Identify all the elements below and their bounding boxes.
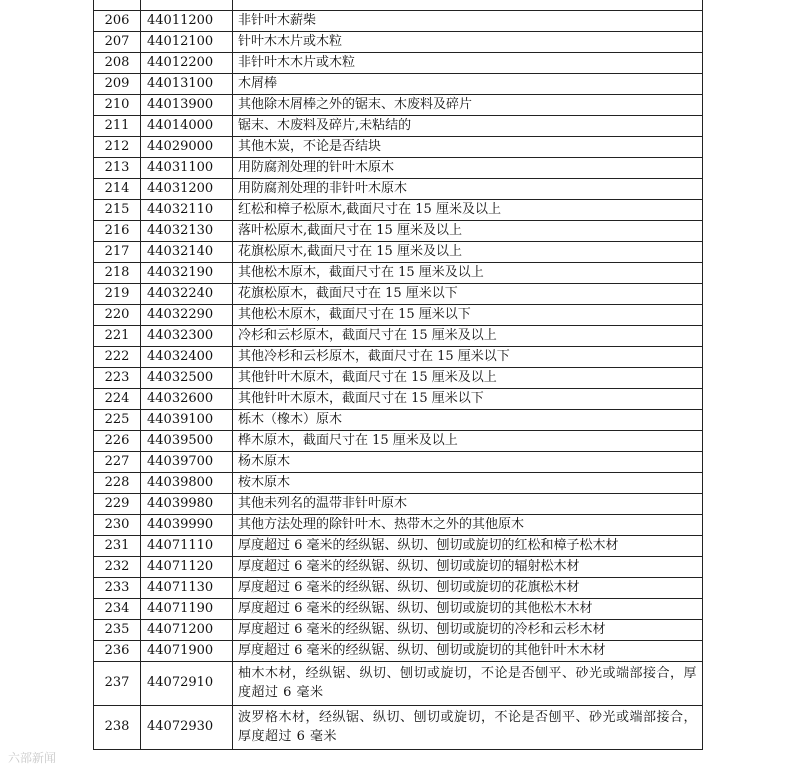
product-name-cell: 其他除木屑棒之外的锯末、木废料及碎片 <box>233 94 703 115</box>
table-row <box>94 388 703 409</box>
hs-code-cell: 44032500 <box>141 367 233 388</box>
hs-code-cell: 44071110 <box>141 535 233 556</box>
product-name-cell: 桦木原木，截面尺寸在 15 厘米及以上 <box>233 430 703 451</box>
hs-code-cell: 44032300 <box>141 325 233 346</box>
row-number-cell: 234 <box>94 598 141 619</box>
hs-code-cell: 44071900 <box>141 640 233 661</box>
row-number-cell: 219 <box>94 283 141 304</box>
hs-code-cell <box>141 0 233 10</box>
table-row <box>94 619 703 640</box>
product-name-cell: 木屑棒 <box>233 73 703 94</box>
hs-code-cell: 44039800 <box>141 472 233 493</box>
row-number-cell: 210 <box>94 94 141 115</box>
hs-code-cell: 44032290 <box>141 304 233 325</box>
table-row <box>94 493 703 514</box>
product-name-cell: 杨木原木 <box>233 451 703 472</box>
tariff-code-table <box>93 0 703 750</box>
table-row <box>94 220 703 241</box>
product-name-cell: 厚度超过 6 毫米的经纵锯、纵切、刨切或旋切的其他针叶木木材 <box>233 640 703 661</box>
row-number-cell <box>94 0 141 10</box>
product-name-cell: 其他未列名的温带非针叶原木 <box>233 493 703 514</box>
table-row <box>94 535 703 556</box>
hs-code-cell: 44039100 <box>141 409 233 430</box>
row-number-cell: 223 <box>94 367 141 388</box>
table-row <box>94 0 703 10</box>
hs-code-cell: 44031100 <box>141 157 233 178</box>
table-row <box>94 661 703 705</box>
hs-code-cell: 44032240 <box>141 283 233 304</box>
product-name-cell: 其他针叶木原木，截面尺寸在 15 厘米及以上 <box>233 367 703 388</box>
row-number-cell: 218 <box>94 262 141 283</box>
product-name-cell: 针叶木木片或木粒 <box>233 31 703 52</box>
row-number-cell: 236 <box>94 640 141 661</box>
hs-code-cell: 44032140 <box>141 241 233 262</box>
table-row <box>94 10 703 31</box>
table-row <box>94 199 703 220</box>
product-name-cell: 用防腐剂处理的非针叶木原木 <box>233 178 703 199</box>
row-number-cell: 221 <box>94 325 141 346</box>
hs-code-cell: 44071120 <box>141 556 233 577</box>
row-number-cell: 237 <box>94 661 141 705</box>
row-number-cell: 211 <box>94 115 141 136</box>
product-name-cell: 其他冷杉和云杉原木，截面尺寸在 15 厘米以下 <box>233 346 703 367</box>
table-row <box>94 283 703 304</box>
table-row <box>94 409 703 430</box>
product-name-cell: 其他针叶木原木，截面尺寸在 15 厘米以下 <box>233 388 703 409</box>
table-row <box>94 325 703 346</box>
table-row <box>94 157 703 178</box>
table-row <box>94 31 703 52</box>
product-name-cell: 非针叶木薪柴 <box>233 10 703 31</box>
table-row <box>94 472 703 493</box>
product-name-cell: 波罗格木材，经纵锯、纵切、刨切或旋切，不论是否刨平、砂光或端部接合，厚度超过 6 毫米 <box>233 705 703 749</box>
hs-code-cell: 44039990 <box>141 514 233 535</box>
hs-code-cell: 44031200 <box>141 178 233 199</box>
row-number-cell: 206 <box>94 10 141 31</box>
row-number-cell: 226 <box>94 430 141 451</box>
product-name-cell: 花旗松原木,截面尺寸在 15 厘米及以上 <box>233 241 703 262</box>
hs-code-cell: 44032190 <box>141 262 233 283</box>
row-number-cell: 224 <box>94 388 141 409</box>
product-name-cell: 桉木原木 <box>233 472 703 493</box>
table-row <box>94 115 703 136</box>
hs-code-cell: 44072930 <box>141 705 233 749</box>
table-row <box>94 451 703 472</box>
table-row <box>94 346 703 367</box>
table-row <box>94 262 703 283</box>
product-name-cell: 花旗松原木，截面尺寸在 15 厘米以下 <box>233 283 703 304</box>
product-name-cell: 其他木炭，不论是否结块 <box>233 136 703 157</box>
row-number-cell: 232 <box>94 556 141 577</box>
row-number-cell: 238 <box>94 705 141 749</box>
row-number-cell: 215 <box>94 199 141 220</box>
hs-code-cell: 44032400 <box>141 346 233 367</box>
table-row <box>94 514 703 535</box>
product-name-cell: 栎木（橡木）原木 <box>233 409 703 430</box>
row-number-cell: 214 <box>94 178 141 199</box>
table-row <box>94 705 703 749</box>
row-number-cell: 235 <box>94 619 141 640</box>
hs-code-cell: 44032600 <box>141 388 233 409</box>
row-number-cell: 231 <box>94 535 141 556</box>
table-row <box>94 241 703 262</box>
product-name-cell: 其他松木原木，截面尺寸在 15 厘米以下 <box>233 304 703 325</box>
hs-code-cell: 44039700 <box>141 451 233 472</box>
row-number-cell: 208 <box>94 52 141 73</box>
table-body <box>94 0 703 749</box>
hs-code-cell: 44029000 <box>141 136 233 157</box>
product-name-cell: 厚度超过 6 毫米的经纵锯、纵切、刨切或旋切的辐射松木材 <box>233 556 703 577</box>
product-name-cell <box>233 0 703 10</box>
hs-code-cell: 44014000 <box>141 115 233 136</box>
row-number-cell: 225 <box>94 409 141 430</box>
table-row <box>94 640 703 661</box>
product-name-cell: 柚木木材，经纵锯、纵切、刨切或旋切，不论是否刨平、砂光或端部接合，厚度超过 6 毫米 <box>233 661 703 705</box>
product-name-cell: 厚度超过 6 毫米的经纵锯、纵切、刨切或旋切的其他松木木材 <box>233 598 703 619</box>
row-number-cell: 222 <box>94 346 141 367</box>
row-number-cell: 213 <box>94 157 141 178</box>
row-number-cell: 216 <box>94 220 141 241</box>
row-number-cell: 207 <box>94 31 141 52</box>
product-name-cell: 厚度超过 6 毫米的经纵锯、纵切、刨切或旋切的冷杉和云杉木材 <box>233 619 703 640</box>
table-row <box>94 430 703 451</box>
product-name-cell: 红松和樟子松原木,截面尺寸在 15 厘米及以上 <box>233 199 703 220</box>
table-row <box>94 178 703 199</box>
product-name-cell: 落叶松原木,截面尺寸在 15 厘米及以上 <box>233 220 703 241</box>
table-row <box>94 367 703 388</box>
row-number-cell: 217 <box>94 241 141 262</box>
hs-code-cell: 44013900 <box>141 94 233 115</box>
hs-code-cell: 44039500 <box>141 430 233 451</box>
product-name-cell: 其他方法处理的除针叶木、热带木之外的其他原木 <box>233 514 703 535</box>
product-name-cell: 非针叶木木片或木粒 <box>233 52 703 73</box>
product-name-cell: 冷杉和云杉原木，截面尺寸在 15 厘米及以上 <box>233 325 703 346</box>
hs-code-cell: 44071190 <box>141 598 233 619</box>
table-row <box>94 52 703 73</box>
row-number-cell: 228 <box>94 472 141 493</box>
row-number-cell: 220 <box>94 304 141 325</box>
table-row <box>94 94 703 115</box>
table-row <box>94 556 703 577</box>
table-row <box>94 577 703 598</box>
row-number-cell: 227 <box>94 451 141 472</box>
product-name-cell: 厚度超过 6 毫米的经纵锯、纵切、刨切或旋切的红松和樟子松木材 <box>233 535 703 556</box>
hs-code-cell: 44032130 <box>141 220 233 241</box>
product-name-cell: 其他松木原木，截面尺寸在 15 厘米及以上 <box>233 262 703 283</box>
row-number-cell: 212 <box>94 136 141 157</box>
hs-code-cell: 44071130 <box>141 577 233 598</box>
table-row <box>94 73 703 94</box>
hs-code-cell: 44012200 <box>141 52 233 73</box>
row-number-cell: 229 <box>94 493 141 514</box>
product-name-cell: 用防腐剂处理的针叶木原木 <box>233 157 703 178</box>
hs-code-cell: 44011200 <box>141 10 233 31</box>
table-row <box>94 598 703 619</box>
table-row <box>94 136 703 157</box>
row-number-cell: 230 <box>94 514 141 535</box>
hs-code-cell: 44039980 <box>141 493 233 514</box>
row-number-cell: 209 <box>94 73 141 94</box>
row-number-cell: 233 <box>94 577 141 598</box>
hs-code-cell: 44012100 <box>141 31 233 52</box>
product-name-cell: 厚度超过 6 毫米的经纵锯、纵切、刨切或旋切的花旗松木材 <box>233 577 703 598</box>
hs-code-cell: 44071200 <box>141 619 233 640</box>
hs-code-cell: 44013100 <box>141 73 233 94</box>
watermark: 六部新闻 <box>8 751 57 765</box>
table-row <box>94 304 703 325</box>
product-name-cell: 锯末、木废料及碎片,未粘结的 <box>233 115 703 136</box>
hs-code-cell: 44072910 <box>141 661 233 705</box>
hs-code-cell: 44032110 <box>141 199 233 220</box>
